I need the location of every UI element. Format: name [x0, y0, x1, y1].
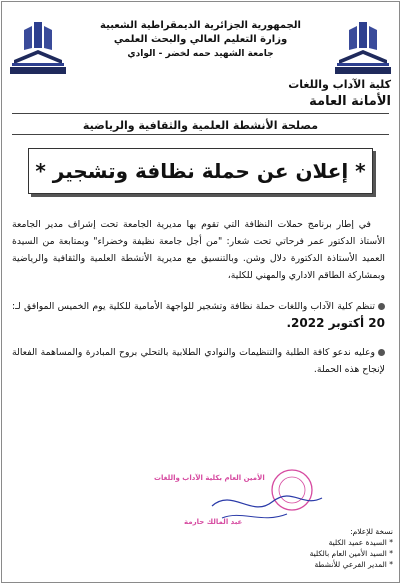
item-2	[12, 344, 385, 378]
stamp-name: عبد المالك حارمة	[184, 518, 243, 526]
announcement-title: * إعلان عن حملة نظافة وتشجير *	[28, 148, 373, 194]
official-stamp	[152, 468, 332, 538]
general-secretariat: الأمانة العامة	[309, 94, 391, 109]
document-page	[1, 1, 400, 583]
header-divider-bottom	[12, 134, 389, 135]
header-ministry: وزارة التعليم العالي والبحث العلمي	[113, 34, 288, 45]
faculty-name: كلية الآداب واللغات	[288, 78, 391, 91]
header-republic: الجمهورية الجزائرية الديمقراطية الشعبية	[100, 20, 301, 31]
cc-heading: نسخة للإعلام:	[350, 527, 393, 536]
intro-paragraph	[12, 216, 385, 284]
cc-item: * السيدة عميد الكلية	[328, 538, 393, 547]
cc-list	[310, 526, 393, 570]
header-university: جامعة الشهيد حمه لخضر - الوادي	[127, 49, 274, 59]
bullet-icon	[378, 349, 385, 356]
event-date: 20 أكتوبر 2022.	[286, 316, 385, 330]
cc-item: * المدير الفرعي للأنشطة	[314, 560, 393, 569]
header-divider-top	[12, 113, 389, 114]
bullet-icon	[378, 303, 385, 310]
intro-text: في إطار برنامج حملات النظافة التي تقوم بها مديرية الجامعة تحت إشراف مدير الجامعة الأستاذ الدكتور عمر فرحاتي تحت شعار: "من أجل جامعة نظيفة وخضراء" وبمتابعة من السيدة العميد الأستاذة الدكتورة دلال وشن. وبالتنسيق مع مديرية الأنشطة العلمية والثقافية والرياضية وبمشاركة الطاقم الاداري والمهني للكلية،	[12, 219, 385, 281]
stamp-title: الأمين العام بكلية الآداب واللغات	[154, 474, 265, 482]
item-2-text: وعليه ندعو كافة الطلبة والتنظيمات والنوادي الطلابية بالتحلي بروح المبادرة والمساهمة الفعالة لإنجاح هذه الحملة.	[12, 347, 385, 375]
item-1-text: تنظم كلية الآداب واللغات حملة نظافة وتشجير للواجهة الأمامية للكلية يوم الخميس الموافق لـ:	[12, 301, 375, 312]
cc-item: * السيد الأمين العام بالكلية	[309, 549, 393, 558]
department-name: مصلحة الأنشطة العلمية والثقافية والرياضية	[82, 119, 319, 132]
item-1	[12, 298, 385, 333]
